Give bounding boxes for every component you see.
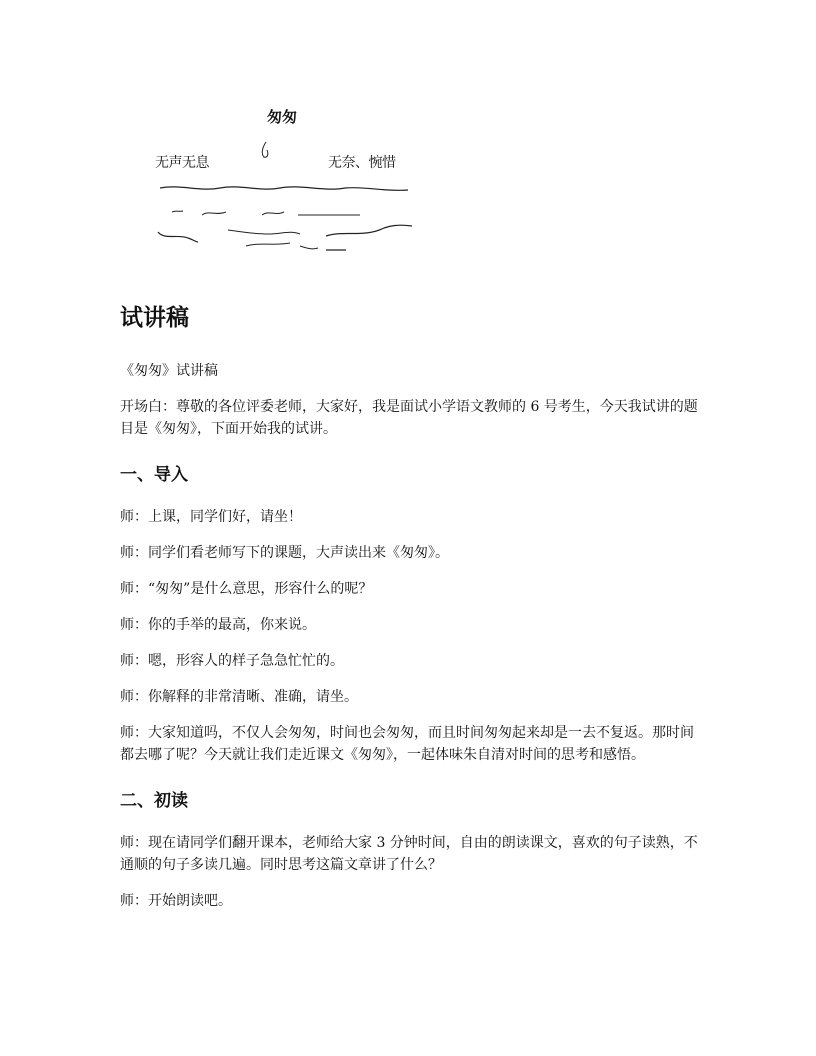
document-body xyxy=(120,300,700,926)
dialogue-line: 师：现在请同学们翻开课本，老师给大家 3 分钟时间，自由的朗读课文，喜欢的句子读熟，不通顺的句子多读几遍。同时思考这篇文章讲了什么？ xyxy=(120,835,698,873)
section-heading-intro: 一、导入 xyxy=(120,465,188,485)
document-subtitle: 《匆匆》试讲稿 xyxy=(120,363,218,379)
section-heading-first-reading: 二、初读 xyxy=(120,791,188,811)
dialogue-line: 师：“匆匆”是什么意思，形容什么的呢？ xyxy=(120,581,373,597)
figure-right-label: 无奈、惋惜 xyxy=(328,155,396,171)
dialogue-line: 师：你解释的非常清晰、准确，请坐。 xyxy=(120,689,358,705)
dialogue-line: 师：上课，同学们好，请坐！ xyxy=(120,509,302,525)
figure-title: 匆匆 xyxy=(267,108,298,126)
opening-paragraph: 开场白：尊敬的各位评委老师，大家好，我是面试小学语文教师的 6 号考生，今天我试讲的题目是《匆匆》，下面开始我的试讲。 xyxy=(120,399,698,437)
dialogue-line: 师：你的手举的最高，你来说。 xyxy=(120,617,316,633)
blackboard-sketch xyxy=(150,100,420,260)
dialogue-line: 师：同学们看老师写下的课题，大声读出来《匆匆》。 xyxy=(120,545,449,561)
dialogue-line: 师：大家知道吗，不仅人会匆匆，时间也会匆匆，而且时间匆匆起来却是一去不复返。那时间都去哪了呢？今天就让我们走近课文《匆匆》，一起体味朱自清对时间的思考和感悟。 xyxy=(120,725,694,763)
dialogue-line: 师：开始朗读吧。 xyxy=(120,893,232,909)
dialogue-line: 师：嗯，形容人的样子急急忙忙的。 xyxy=(120,653,344,669)
document-title: 试讲稿 xyxy=(120,305,189,331)
figure-left-label: 无声无息 xyxy=(155,155,209,171)
